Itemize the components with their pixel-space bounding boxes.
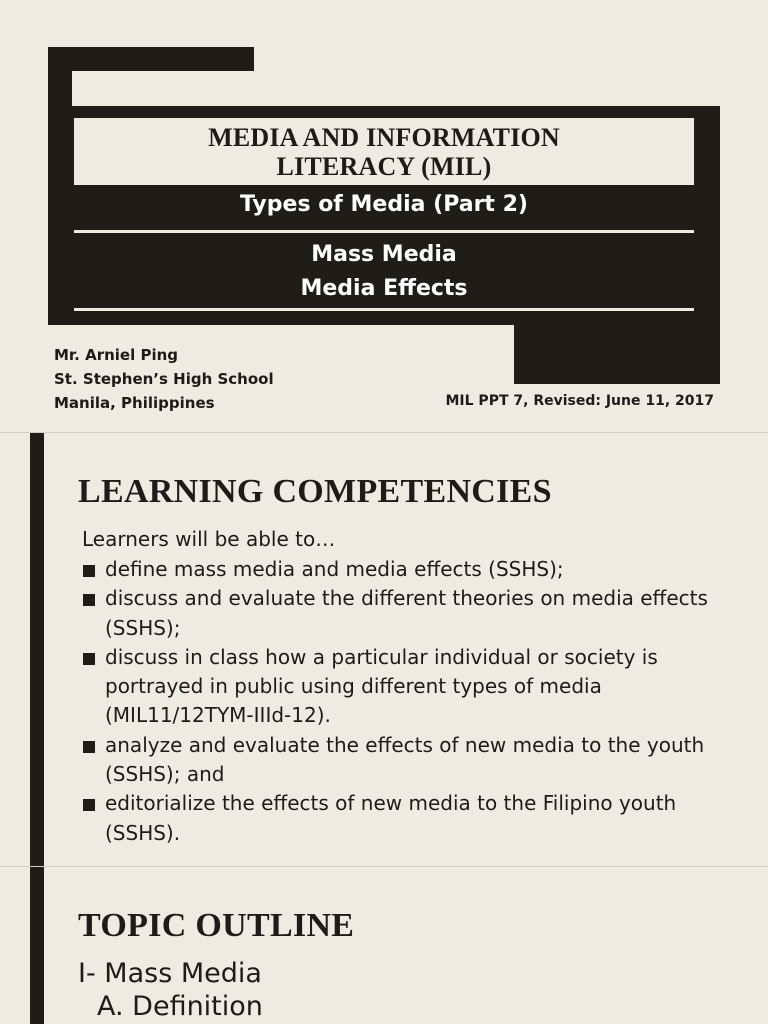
outline-item: I- Mass Media — [78, 958, 262, 989]
title-box — [74, 118, 694, 185]
list-item: discuss and evaluate the different theories on media effects (SSHS); — [82, 584, 722, 643]
square-bullet-icon — [83, 799, 95, 811]
left-accent-bar — [30, 433, 44, 866]
outline-list — [78, 957, 263, 1023]
school-name: St. Stephen’s High School — [54, 370, 274, 388]
square-bullet-icon — [83, 741, 95, 753]
divider-rule — [74, 230, 694, 233]
topics — [74, 238, 694, 306]
author-info — [54, 343, 274, 415]
author-name: Mr. Arniel Ping — [54, 346, 179, 364]
slide-heading: LEARNING COMPETENCIES — [78, 473, 552, 510]
topic-item: Mass Media — [311, 242, 457, 267]
subtitle: Types of Media (Part 2) — [240, 192, 528, 217]
title-line-2: LITERACY (MIL) — [276, 151, 492, 181]
left-accent-bar — [30, 867, 44, 1024]
intro-text: Learners will be able to… — [82, 527, 336, 551]
topic-item: Media Effects — [300, 276, 468, 301]
learning-competencies-slide — [0, 433, 768, 866]
list-item: discuss in class how a particular individual or society is portrayed in public using different types of media (MIL11/12TYM-IIId-12). — [82, 643, 722, 731]
decor-frame-top — [48, 47, 254, 71]
topic-outline-slide — [0, 867, 768, 1024]
outline-subitem: A. Definition — [97, 991, 263, 1022]
square-bullet-icon — [83, 565, 95, 577]
title-line-1: MEDIA AND INFORMATION — [208, 122, 560, 152]
slide-heading: TOPIC OUTLINE — [78, 907, 355, 944]
square-bullet-icon — [83, 594, 95, 606]
revision-note: MIL PPT 7, Revised: June 11, 2017 — [445, 393, 714, 409]
title-slide — [0, 0, 768, 432]
list-item: define mass media and media effects (SSHS); — [82, 555, 722, 584]
divider-rule — [74, 308, 694, 311]
location: Manila, Philippines — [54, 394, 215, 412]
decor-frame-left — [48, 47, 72, 325]
square-bullet-icon — [83, 653, 95, 665]
competency-list — [82, 555, 722, 848]
list-item: analyze and evaluate the effects of new media to the youth (SSHS); and — [82, 731, 722, 790]
list-item: editorialize the effects of new media to the Filipino youth (SSHS). — [82, 789, 722, 848]
